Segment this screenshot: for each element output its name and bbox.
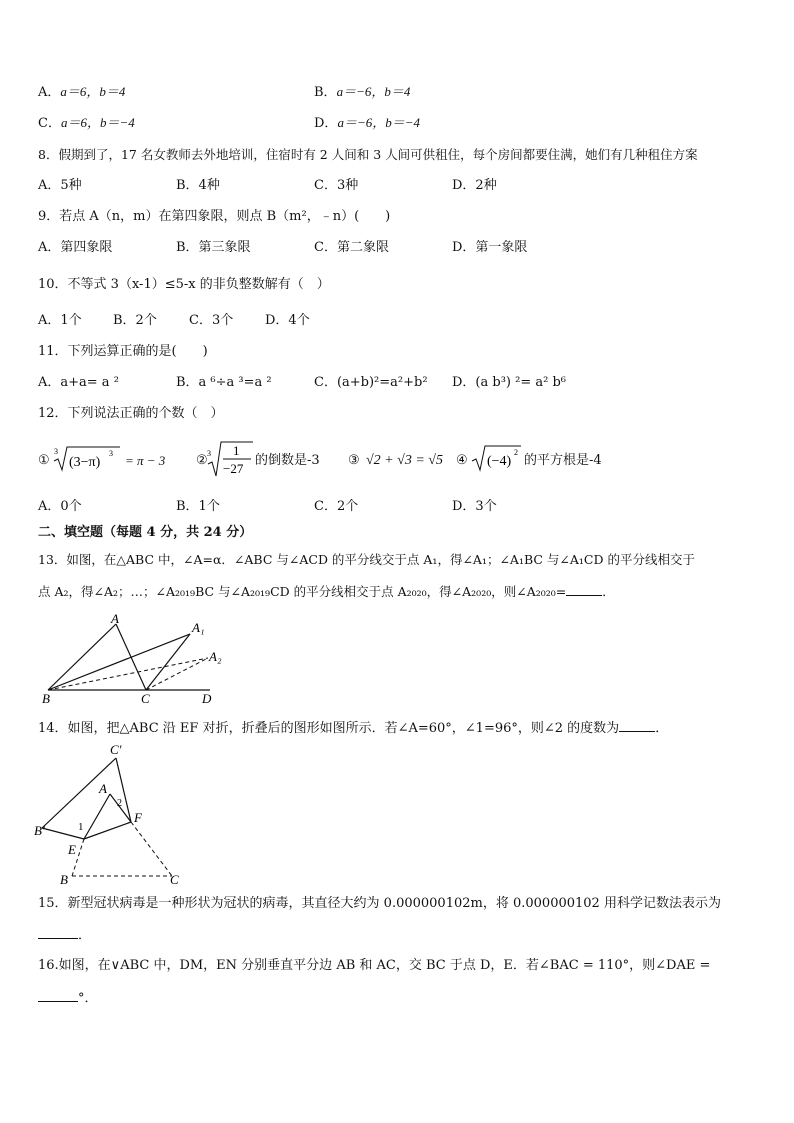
cube-root-radical-1 — [52, 444, 122, 474]
svg-text:(−4): (−4) — [487, 454, 512, 469]
q15-answer-blank[interactable] — [38, 926, 78, 939]
q7-option-c: C．a＝6，b＝−4 — [38, 115, 135, 131]
q8-option-b: B．4种 — [176, 178, 220, 193]
q13-line-2: 点 A₂，得∠A₂；…；∠A₂₀₁₉BC 与∠A₂₀₁₉CD 的平分线相交于点 A₂₀₂₀，得∠A₂₀₂₀，则∠A₂₀₂₀= ． — [38, 584, 615, 599]
q12-statement-1-rhs: = π − 3 — [125, 453, 166, 468]
q12-statement-2-marker: ② — [196, 453, 208, 468]
q12-option-a: A．0个 — [38, 499, 82, 514]
q16-line-2: °． — [38, 989, 98, 1008]
label-a: A — [99, 781, 107, 796]
q13-line-1: 13．如图，在△ABC 中，∠A=α．∠ABC 与∠ACD 的平分线交于点 A₁，得∠A₁；∠A₁BC 与∠A₁CD 的平分线相交于 — [38, 552, 695, 567]
q11-option-c: C．(a+b)²=a²+b² — [314, 375, 428, 390]
q10-option-d: D．4个 — [265, 313, 310, 328]
svg-text:3: 3 — [109, 449, 113, 458]
q12-statement-1 — [38, 452, 50, 470]
q12-option-c: C．2个 — [314, 499, 359, 514]
q9-option-c: C．第二象限 — [314, 240, 389, 255]
q9-option-a: A．第四象限 — [38, 240, 113, 255]
section-heading: 二、填空题（每题 4 分，共 24 分） — [38, 525, 253, 540]
svg-text:3: 3 — [207, 449, 211, 458]
q8-option-d: D．2种 — [452, 178, 497, 193]
square-root-radical-4 — [471, 443, 523, 473]
label-f: F — [134, 810, 142, 825]
q7-option-d: D．a＝−6，b＝−4 — [314, 115, 420, 131]
label-d: D — [202, 691, 212, 706]
q12-option-b: B．1个 — [176, 499, 220, 514]
q11-option-d: D．(a b³) ²= a² b⁶ — [452, 375, 566, 390]
label-a: A — [111, 611, 119, 626]
q11-stem: 11．下列运算正确的是( ) — [38, 344, 208, 359]
q14-figure — [34, 742, 194, 888]
label-c: C — [170, 872, 179, 887]
q16-answer-blank[interactable] — [38, 989, 78, 1002]
label-angle-2: 2 — [117, 798, 122, 809]
svg-text:(3−π): (3−π) — [69, 455, 101, 470]
label-b: B — [42, 691, 50, 706]
q15-line-2: ． — [38, 926, 91, 945]
q12-option-d: D．3个 — [452, 499, 497, 514]
q14-answer-blank[interactable] — [619, 719, 655, 732]
q14-line-1: 14．如图，把△ABC 沿 EF 对折，折叠后的图形如图所示．若∠A=60°，∠1=96°，则∠2 的度数为 ． — [38, 721, 669, 736]
q9-stem: 9．若点 A（n，m）在第四象限，则点 B（m²，﹣n）( ) — [38, 209, 391, 224]
q8-option-a: A．5种 — [38, 178, 82, 193]
cube-root-fraction-radical — [207, 440, 255, 480]
label-b-prime: B′ — [34, 823, 45, 838]
q12-statement-2-text: 的倒数是-3 — [255, 453, 320, 468]
q11-option-a: A．a+a= a ² — [38, 375, 119, 390]
statement-1-marker: ① — [38, 453, 50, 468]
q10-option-b: B．2个 — [113, 313, 157, 328]
q13-figure — [38, 611, 228, 706]
q9-option-b: B．第三象限 — [176, 240, 251, 255]
q10-option-a: A．1个 — [38, 313, 82, 328]
label-c: C — [141, 691, 150, 706]
label-a2: A₂ — [209, 649, 222, 664]
q16-line-1: 16.如图，在∨ABC 中，DM，EN 分别垂直平分边 AB 和 AC，交 BC 于点 D，E．若∠BAC = 110°，则∠DAE = — [38, 958, 711, 973]
svg-text:3: 3 — [54, 447, 58, 456]
svg-text:−27: −27 — [223, 461, 244, 476]
label-c-prime: C′ — [110, 742, 122, 757]
q7-option-b: B．a＝−6，b＝4 — [314, 84, 411, 100]
svg-text:2: 2 — [514, 448, 518, 457]
q7-option-a: A．a＝6，b＝4 — [38, 84, 126, 100]
svg-text:1: 1 — [233, 443, 240, 458]
q12-stem: 12．下列说法正确的个数（ ） — [38, 406, 224, 421]
label-b: B — [60, 872, 68, 887]
q15-line-1: 15．新型冠状病毒是一种形状为冠状的病毒，其直径大约为 0.000000102m，将 0.000000102 用科学记数法表示为 — [38, 896, 721, 911]
q13-answer-blank[interactable] — [566, 583, 602, 596]
q12-statement-3-marker: ③ — [348, 453, 360, 468]
q8-option-c: C．3种 — [314, 178, 359, 193]
q8-stem: 8．假期到了，17 名女教师去外地培训，住宿时有 2 人间和 3 人间可供租住，每个房间都要住满，她们有几种租住方案 — [38, 147, 698, 162]
q12-statement-4-marker: ④ — [456, 453, 468, 468]
q10-option-c: C．3个 — [189, 313, 234, 328]
q10-stem: 10．不等式 3（x-1）≤5-x 的非负整数解有（ ） — [38, 277, 330, 292]
label-angle-1: 1 — [78, 821, 84, 833]
label-e: E — [68, 842, 76, 857]
q11-option-b: B．a ⁶÷a ³=a ² — [176, 375, 272, 390]
q9-option-d: D．第一象限 — [452, 240, 528, 255]
q12-statement-3-eq: √2 + √3 = √5 — [366, 453, 443, 468]
q12-statement-4-text: 的平方根是-4 — [524, 453, 602, 468]
label-a1: A₁ — [192, 620, 205, 635]
